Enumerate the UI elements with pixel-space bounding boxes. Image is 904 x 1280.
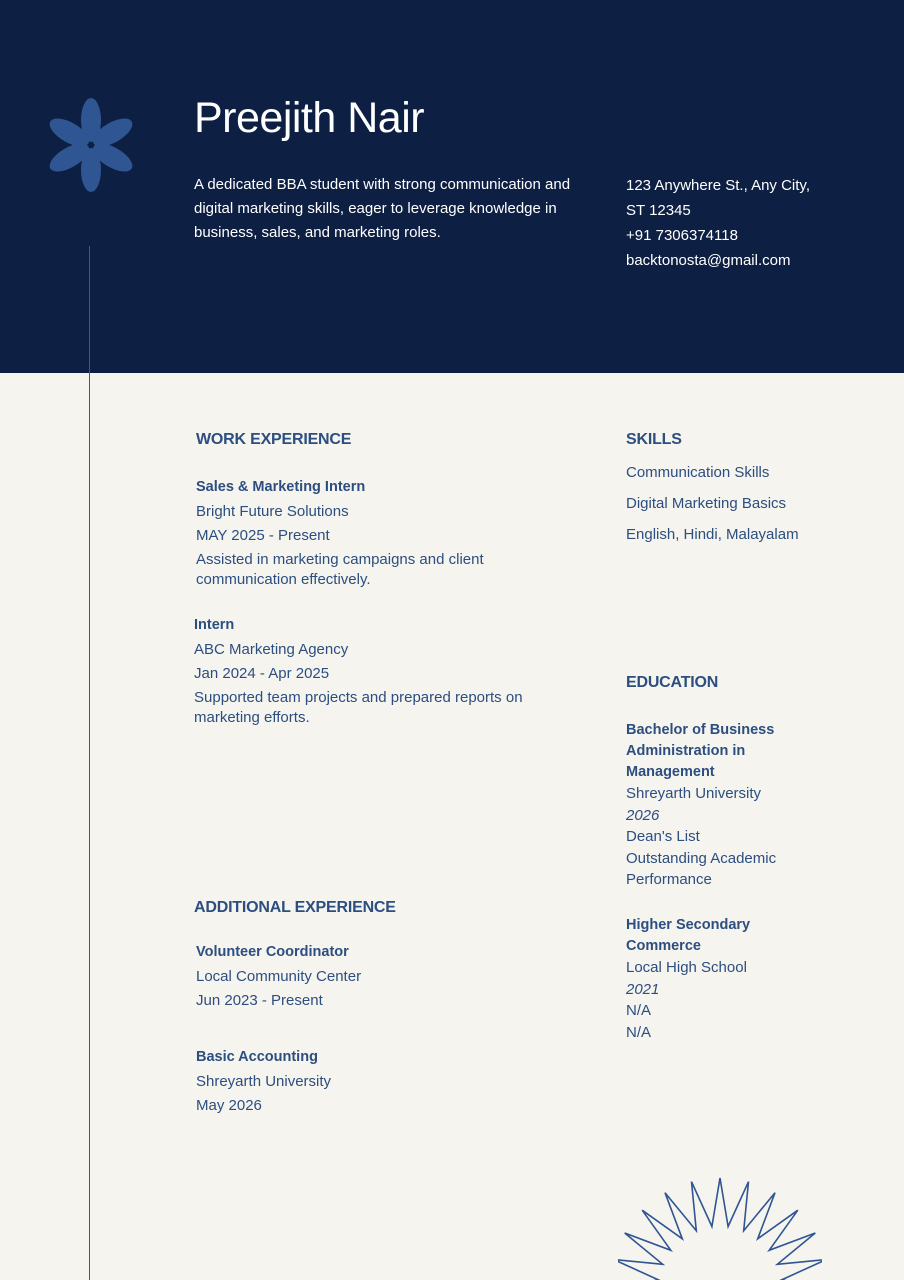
job-entry <box>196 475 556 591</box>
job-role: Intern <box>194 617 235 633</box>
job-entry <box>194 613 554 729</box>
graduation-year: 2026 <box>626 806 660 824</box>
job-dates: Jan 2024 - Apr 2025 <box>194 665 330 682</box>
job-description: Supported team projects and prepared reports on marketing efforts. <box>194 688 523 726</box>
starburst-icon <box>618 1176 822 1280</box>
education-note: N/A <box>626 1023 652 1041</box>
additional-org: Shreyarth University <box>196 1072 332 1090</box>
additional-role: Basic Accounting <box>196 1049 318 1065</box>
education-note: Dean's List <box>626 828 700 845</box>
degree-name: Higher Secondary Commerce <box>626 917 751 954</box>
flower-icon <box>48 98 134 192</box>
phone-number: +91 7306374118 <box>626 227 738 244</box>
job-description: Assisted in marketing campaigns and client communication effectively. <box>196 550 484 588</box>
skills-heading: SKILLS <box>626 431 682 448</box>
profile-summary: A dedicated BBA student with strong communication and digital marketing skills, eager to leverage knowledge in business, sales, and marketing roles. <box>194 176 571 241</box>
graduation-year: 2021 <box>626 980 660 998</box>
school-name: Shreyarth University <box>626 785 762 802</box>
email-address: backtonosta@gmail.com <box>626 252 791 269</box>
skill-item: English, Hindi, Malayalam <box>626 526 799 543</box>
education-entry <box>626 915 776 1043</box>
job-role: Sales & Marketing Intern <box>196 479 366 495</box>
school-name: Local High School <box>626 959 747 976</box>
work-experience-heading: WORK EXPERIENCE <box>196 431 352 448</box>
education-heading: EDUCATION <box>626 674 719 691</box>
additional-entry <box>196 1045 556 1119</box>
contact-block <box>626 173 866 273</box>
additional-org: Local Community Center <box>196 967 362 985</box>
address-line1: 123 Anywhere St., Any City, <box>626 177 810 194</box>
skill-item: Digital Marketing Basics <box>626 495 787 512</box>
job-company: Bright Future Solutions <box>196 502 349 520</box>
education-entry <box>626 720 806 891</box>
vertical-divider <box>89 246 90 1280</box>
additional-dates: Jun 2023 - Present <box>196 992 323 1009</box>
candidate-name: Preejith Nair <box>194 94 425 142</box>
skills-list <box>626 461 799 554</box>
additional-dates: May 2026 <box>196 1097 262 1114</box>
additional-role: Volunteer Coordinator <box>196 944 349 960</box>
skill-item: Communication Skills <box>626 464 770 481</box>
education-note: N/A <box>626 1002 652 1019</box>
education-note: Outstanding Academic Performance <box>626 849 777 888</box>
job-company: ABC Marketing Agency <box>194 640 349 658</box>
additional-experience-heading: ADDITIONAL EXPERIENCE <box>194 899 396 916</box>
additional-entry <box>196 940 556 1014</box>
degree-name: Bachelor of Business Administration in Management <box>626 722 775 780</box>
address-line2: ST 12345 <box>626 202 691 219</box>
job-dates: MAY 2025 - Present <box>196 527 330 544</box>
